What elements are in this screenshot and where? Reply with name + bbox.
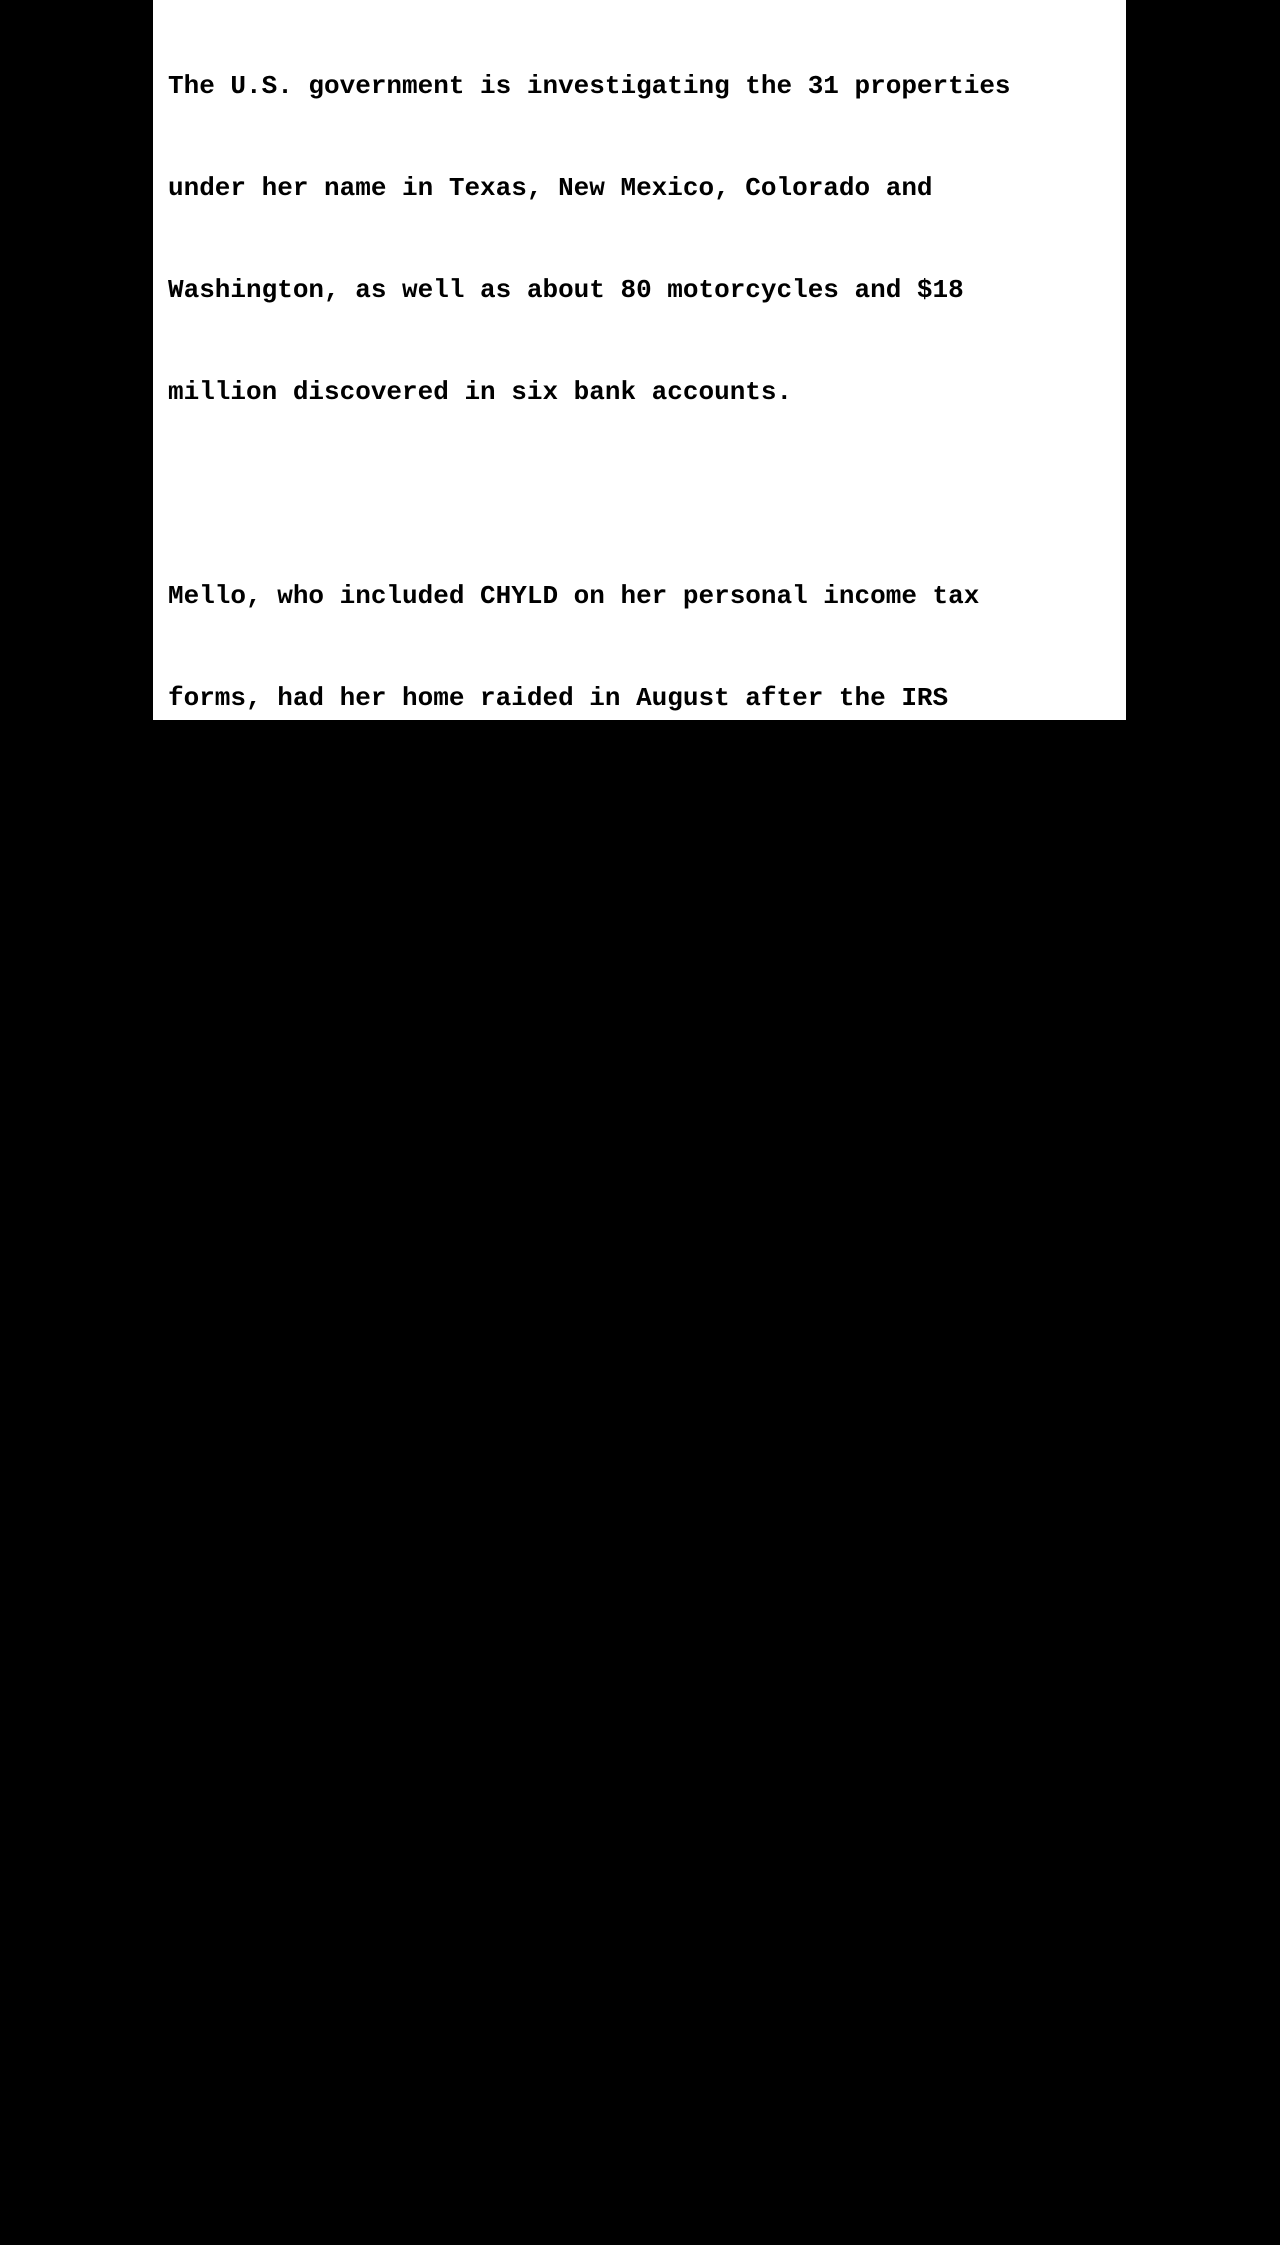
paragraph-quote xyxy=(168,919,1128,1803)
paragraph-properties xyxy=(168,1,1128,477)
text-line: million discovered in six bank accounts. xyxy=(168,377,793,407)
text-line: Assistant U.S. Attorney Justin Simmons wrote in a xyxy=(168,1907,933,1937)
text-line: CHYLD, and took no additional steps to confirm the xyxy=(168,1499,949,1529)
text-line: CHYLD, defendant's supervisors trusted defendant and xyxy=(168,1091,980,1121)
text-line: court document, according to the San Antonio xyxy=(168,2009,855,2039)
text-line: did no independent verification that CHYLD actually xyxy=(168,1193,964,1223)
text-line: Washington, as well as about 80 motorcycles and $18 xyxy=(168,275,964,305)
text-line: provided services consistent with the purpose of the xyxy=(168,1295,980,1325)
text-line: Express-News. xyxy=(168,2111,371,2141)
text-line: Mello, who included CHYLD on her personal income tax xyxy=(168,581,980,611)
text-line: funds defendant authorized and requested were lawfully xyxy=(168,1601,1011,1631)
paragraph-attribution xyxy=(168,1837,1128,2211)
text-line: program, did no review of defendant's relationship to xyxy=(168,1397,995,1427)
text-line: used consistent with the purpose of the program," xyxy=(168,1703,933,1733)
text-line: forms, had her home raided in August after the IRS xyxy=(168,683,949,713)
article-text xyxy=(168,1,1128,2245)
text-line: The U.S. government is investigating the 31 properties xyxy=(168,71,1011,101)
text-line: "Despite the massive amount of money that went to xyxy=(168,989,933,1019)
document-page xyxy=(153,0,1126,2141)
paragraph-raid xyxy=(168,511,1128,885)
text-line: partnered with criminal investigators for the Army. xyxy=(168,785,964,815)
text-line: under her name in Texas, New Mexico, Colorado and xyxy=(168,173,933,203)
